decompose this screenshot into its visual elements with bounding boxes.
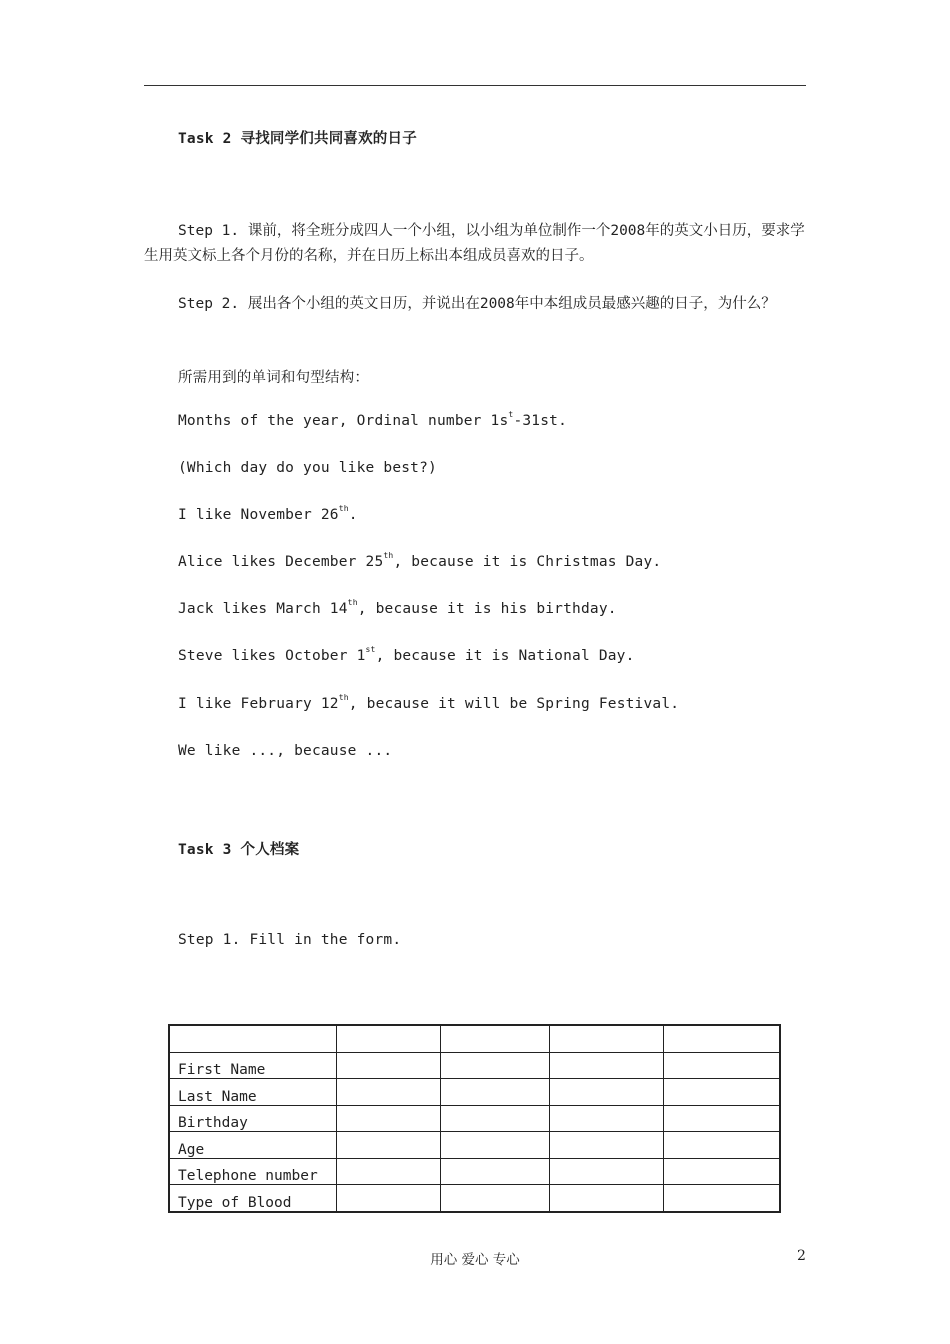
personal-profile-table <box>168 1024 781 1213</box>
table-row <box>169 1052 780 1079</box>
table-cell[interactable] <box>337 1025 441 1052</box>
table-cell[interactable] <box>664 1185 781 1212</box>
row-label: Last Name <box>169 1079 337 1106</box>
question-line: (Which day do you like best?) <box>178 460 437 476</box>
table-cell[interactable] <box>441 1185 550 1212</box>
table-cell[interactable] <box>550 1025 664 1052</box>
closing-line: We like ..., because ... <box>178 743 393 759</box>
row-label: First Name <box>169 1052 337 1079</box>
table-cell[interactable] <box>664 1132 781 1159</box>
task2-step2: Step 2. 展出各个小组的英文日历，并说出在2008年中本组成员最感兴趣的日子，为什么？ <box>178 296 776 312</box>
task2-step1: Step 1. 课前，将全班分成四人一个小组，以小组为单位制作一个2008年的英文小日历，要求学生用英文标上各个月份的名称，并在日历上标出本组成员喜欢的日子。 <box>144 223 805 264</box>
task3-step1: Step 1. Fill in the form. <box>178 932 402 948</box>
page-footer: 用心 爱心 专心 <box>430 1252 520 1268</box>
table-cell[interactable] <box>664 1025 781 1052</box>
table-cell[interactable] <box>664 1079 781 1106</box>
table-cell[interactable] <box>441 1079 550 1106</box>
table-cell[interactable] <box>441 1158 550 1185</box>
table-row <box>169 1079 780 1106</box>
table-cell[interactable] <box>550 1052 664 1079</box>
table-row <box>169 1025 780 1052</box>
table-cell[interactable] <box>550 1132 664 1159</box>
table-cell[interactable] <box>337 1185 441 1212</box>
example-line: Jack likes March 14th, because it is his birthday. <box>178 598 617 617</box>
example-line: I like February 12th, because it will be Spring Festival. <box>178 693 680 712</box>
row-label: Telephone number <box>169 1158 337 1185</box>
table-cell[interactable] <box>664 1052 781 1079</box>
table-cell[interactable] <box>337 1158 441 1185</box>
table-cell[interactable] <box>337 1079 441 1106</box>
table-cell[interactable] <box>550 1079 664 1106</box>
row-label: Age <box>169 1132 337 1159</box>
table-cell[interactable] <box>441 1025 550 1052</box>
table-cell[interactable] <box>441 1132 550 1159</box>
table-row <box>169 1105 780 1132</box>
row-label: Birthday <box>169 1105 337 1132</box>
table-cell <box>169 1025 337 1052</box>
task2-heading: Task 2 寻找同学们共同喜欢的日子 <box>178 131 417 147</box>
vocab-intro: 所需用到的单词和句型结构： <box>178 370 370 386</box>
table-cell[interactable] <box>550 1185 664 1212</box>
table-cell[interactable] <box>550 1105 664 1132</box>
example-line: Steve likes October 1st, because it is National Day. <box>178 645 635 664</box>
page-number: 2 <box>797 1248 806 1264</box>
row-label: Type of Blood <box>169 1185 337 1212</box>
table-cell[interactable] <box>337 1132 441 1159</box>
table-cell[interactable] <box>664 1158 781 1185</box>
table-cell[interactable] <box>441 1052 550 1079</box>
example-line: Alice likes December 25th, because it is Christmas Day. <box>178 551 662 570</box>
table-row <box>169 1185 780 1212</box>
task3-heading: Task 3 个人档案 <box>178 842 300 858</box>
table-cell[interactable] <box>337 1105 441 1132</box>
table-cell[interactable] <box>664 1105 781 1132</box>
example-line: I like November 26th. <box>178 504 358 523</box>
table-cell[interactable] <box>441 1105 550 1132</box>
table-cell[interactable] <box>337 1052 441 1079</box>
vocab-line: Months of the year, Ordinal number $1s^t-31st$. <box>178 410 568 429</box>
table-row <box>169 1158 780 1185</box>
header-rule <box>144 85 806 86</box>
table-row <box>169 1132 780 1159</box>
table-cell[interactable] <box>550 1158 664 1185</box>
